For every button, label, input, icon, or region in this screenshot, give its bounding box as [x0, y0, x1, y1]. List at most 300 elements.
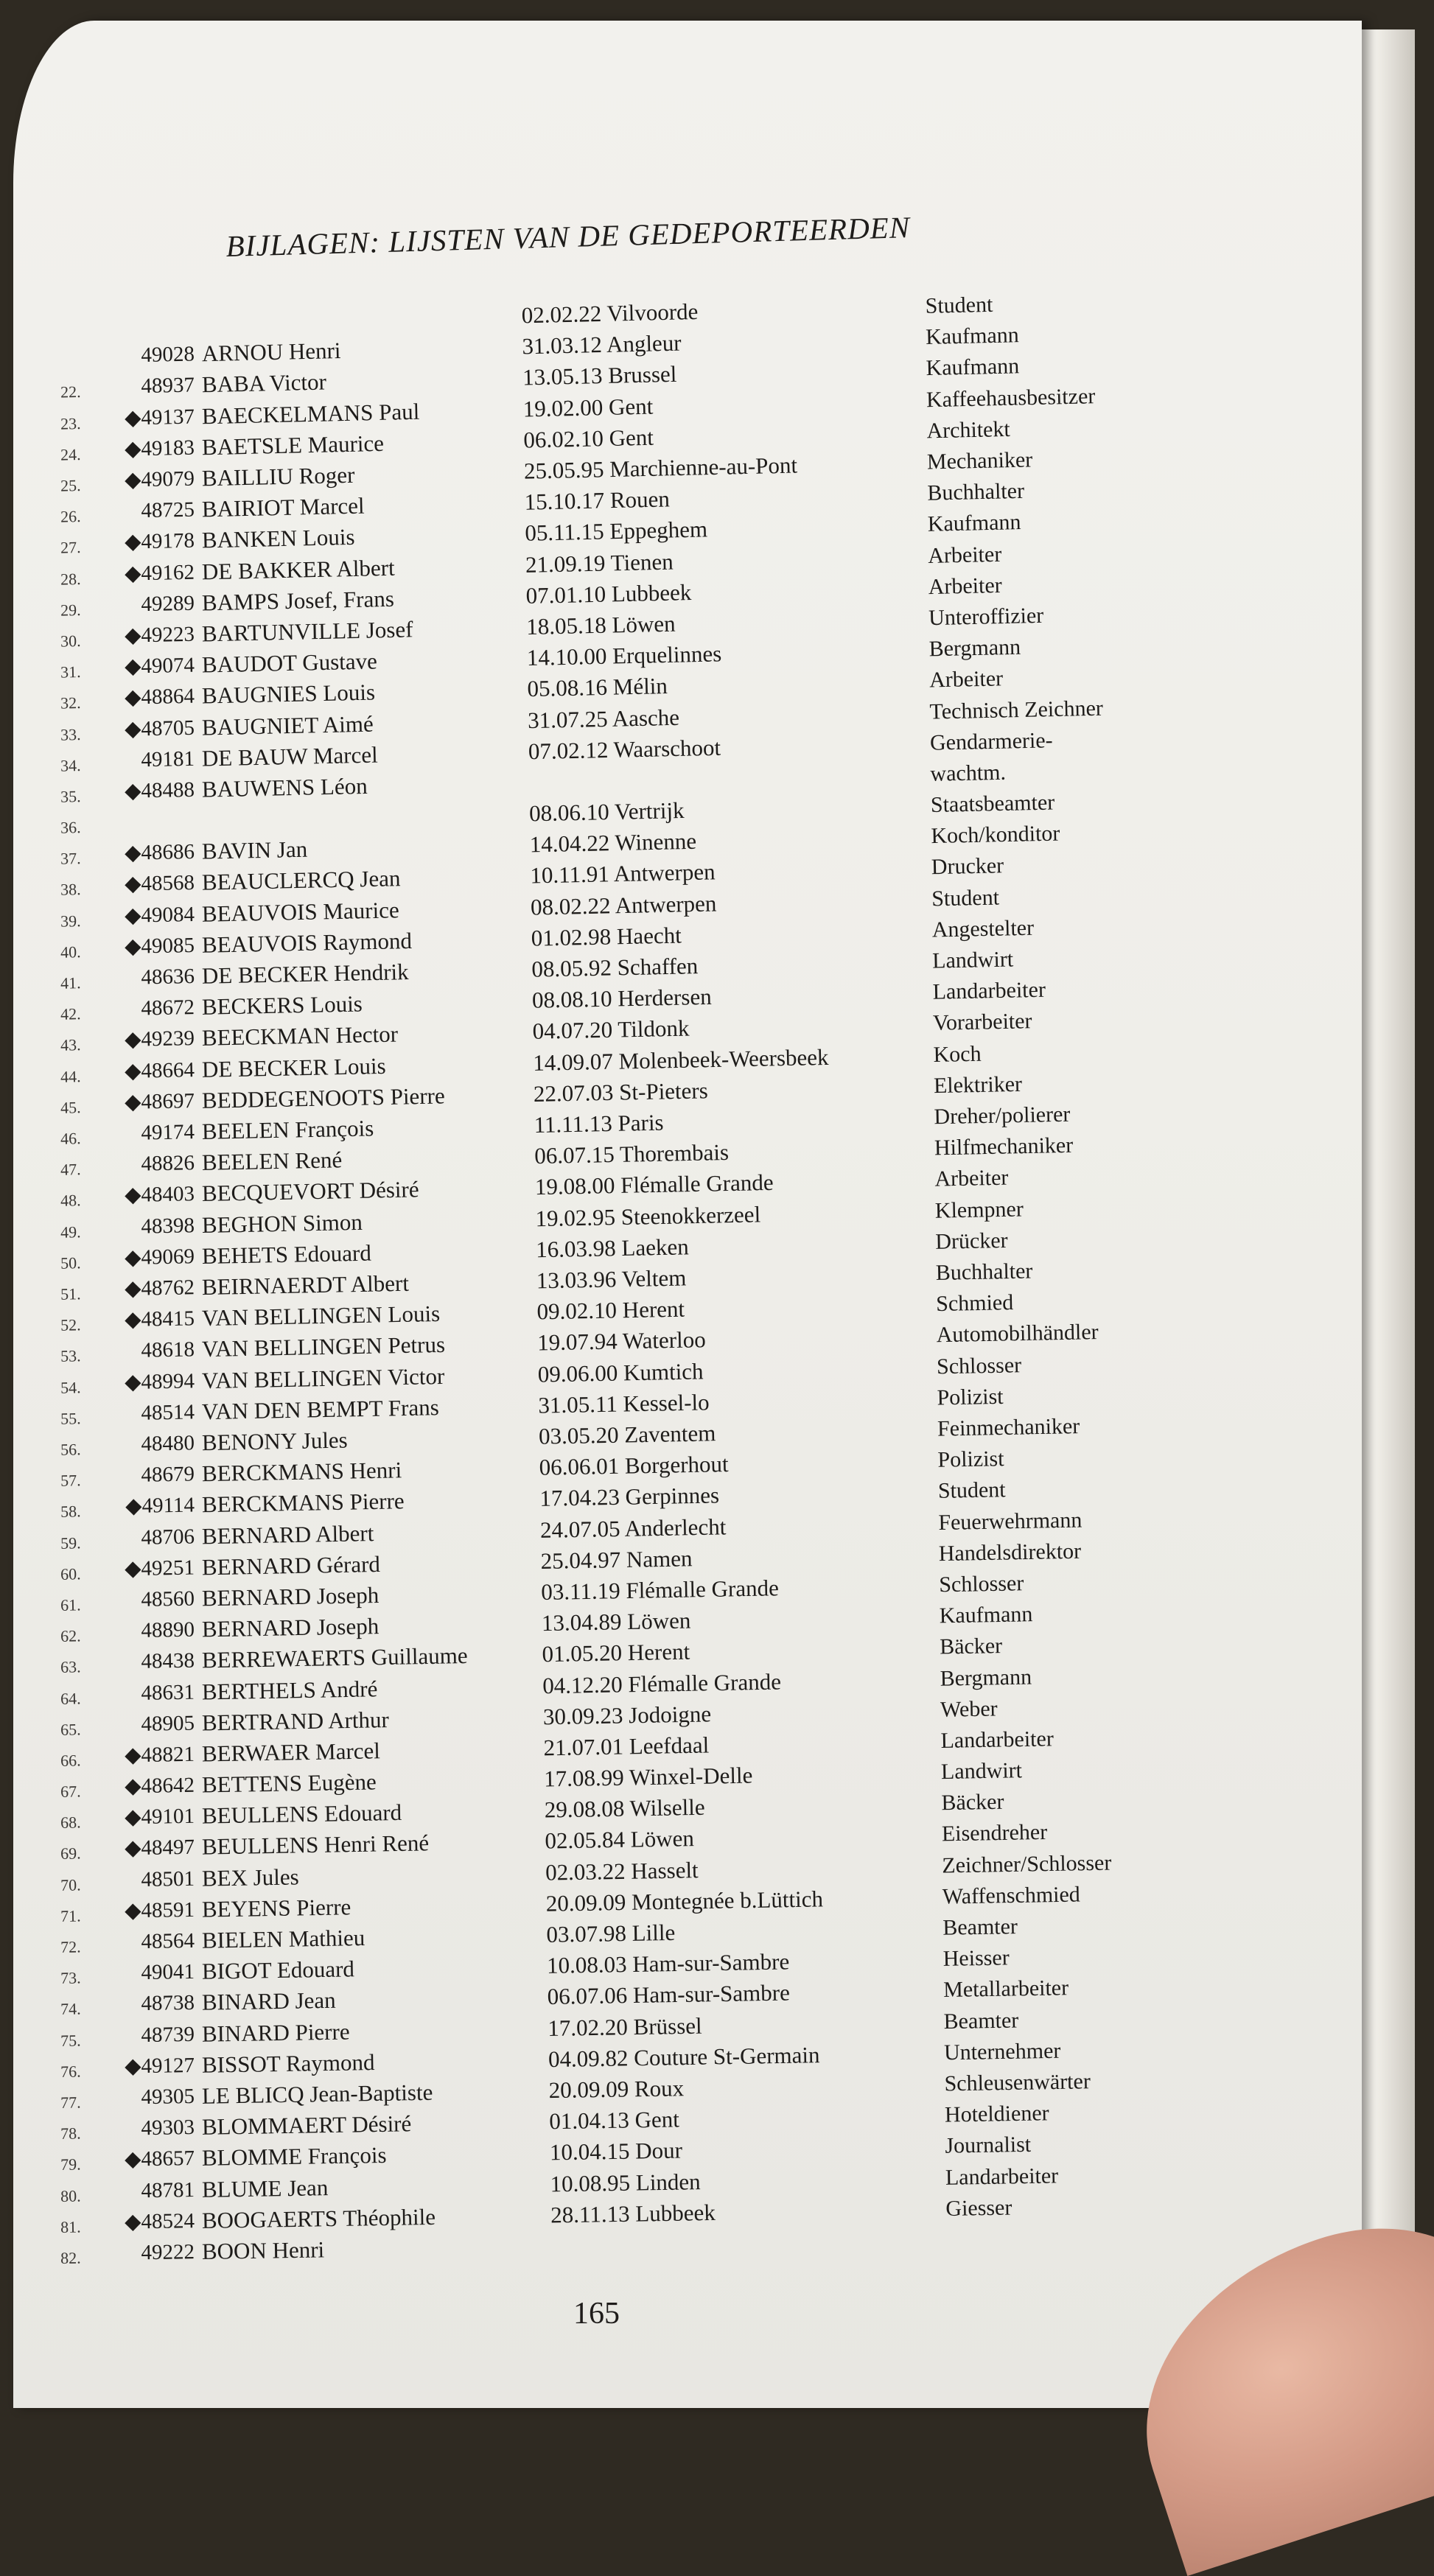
row-number: 58. — [60, 1502, 81, 1522]
row-number: 22. — [60, 382, 81, 402]
person-name: BIGOT Edouard — [201, 1956, 355, 1984]
birth-date-place: 01.04.13 Gent — [549, 2106, 680, 2135]
birth-date-place: 10.08.03 Ham-sur-Sambre — [546, 1948, 790, 1979]
row-number: 44. — [60, 1066, 81, 1086]
birth-date-place: 19.07.94 Waterloo — [536, 1326, 706, 1356]
birth-date-place: 10.04.15 Dour — [549, 2137, 683, 2166]
prisoner-number: 49289 — [141, 591, 195, 616]
row-number: 65. — [60, 1720, 81, 1739]
person-name: LE BLICQ Jean-Baptiste — [201, 2079, 433, 2109]
person-name: BEELEN René — [201, 1147, 343, 1176]
occupation: Dreher/polierer — [934, 1102, 1071, 1130]
person-name: DE BECKER Louis — [201, 1052, 386, 1082]
occupation: Hoteldiener — [944, 2101, 1049, 2127]
person-name: BANKEN Louis — [201, 524, 355, 553]
person-name: BAUGNIET Aimé — [201, 710, 374, 741]
person-name: VAN BELLINGEN Louis — [201, 1301, 441, 1331]
row-number: 54. — [60, 1377, 81, 1397]
occupation: Angestelter — [931, 915, 1035, 942]
row-number: 81. — [60, 2217, 81, 2236]
birth-date-place: 18.05.18 Löwen — [525, 610, 676, 640]
birth-date-place: 29.08.08 Wilselle — [544, 1794, 705, 1823]
birth-date-place: 09.02.10 Herent — [536, 1295, 685, 1325]
prisoner-number: ◆49251 — [124, 1555, 195, 1581]
person-name: BEECKMAN Hector — [201, 1021, 399, 1051]
row-number: 33. — [60, 724, 81, 744]
prisoner-number: 48672 — [141, 995, 195, 1021]
occupation: Kaufmann — [926, 354, 1020, 381]
prisoner-number: 49174 — [141, 1120, 195, 1145]
prisoner-number: 48738 — [141, 1991, 195, 2016]
birth-date-place: 19.02.00 Gent — [522, 393, 654, 422]
birth-date-place: 10.08.95 Linden — [550, 2168, 701, 2197]
row-number: 76. — [60, 2062, 81, 2081]
occupation: Schmied — [935, 1290, 1014, 1317]
person-name: BAMPS Josef, Frans — [201, 585, 395, 616]
person-name: BAUDOT Gustave — [201, 648, 378, 678]
birth-date-place: 01.02.98 Haecht — [531, 922, 682, 951]
occupation: Polizist — [937, 1446, 1004, 1472]
row-number: 77. — [60, 2093, 81, 2112]
birth-date-place: 02.05.84 Löwen — [545, 1825, 695, 1855]
prisoner-number: ◆48415 — [124, 1306, 195, 1332]
prisoner-number: ◆49223 — [124, 622, 195, 648]
birth-date-place: 08.08.10 Herdersen — [531, 984, 712, 1014]
birth-date-place: 19.08.00 Flémalle Grande — [534, 1169, 774, 1200]
prisoner-number: 48438 — [141, 1648, 195, 1674]
prisoner-number: 48501 — [141, 1866, 195, 1891]
occupation: Landarbeiter — [932, 977, 1046, 1005]
prisoner-number: 48739 — [141, 2022, 195, 2047]
birth-date-place: 08.05.92 Schaffen — [531, 953, 699, 982]
prisoner-number: ◆48762 — [124, 1275, 195, 1301]
row-number: 31. — [60, 662, 81, 682]
birth-date-place: 06.07.06 Ham-sur-Sambre — [547, 1979, 791, 2010]
birth-date-place: 20.09.09 Montegnée b.Lüttich — [545, 1886, 824, 1917]
prisoner-number: 49222 — [141, 2240, 195, 2265]
person-name: BEULLENS Henri René — [201, 1830, 430, 1861]
person-name: BEDDEGENOOTS Pierre — [201, 1082, 445, 1113]
occupation: Elektriker — [933, 1071, 1023, 1098]
person-name: BAUWENS Léon — [201, 772, 368, 802]
prisoner-number: ◆48591 — [124, 1897, 195, 1923]
page-header: BIJLAGEN: LIJSTEN VAN DE GEDEPORTEERDEN — [225, 210, 911, 263]
occupation: Drucker — [931, 853, 1004, 880]
row-number: 56. — [60, 1440, 81, 1459]
prisoner-number: ◆49069 — [124, 1245, 195, 1270]
prisoner-number: 49305 — [141, 2085, 195, 2110]
occupation: Buchhalter — [927, 478, 1025, 505]
row-number: 51. — [60, 1284, 81, 1303]
person-name: BERTHELS André — [201, 1675, 378, 1704]
person-name: BEYENS Pierre — [201, 1894, 351, 1922]
prisoner-number: ◆48488 — [124, 777, 195, 803]
person-name: BLOMMAERT Désiré — [201, 2110, 412, 2141]
person-name: BINARD Pierre — [201, 2018, 350, 2047]
person-name: BECKERS Louis — [201, 990, 363, 1021]
prisoner-number: ◆48642 — [124, 1773, 195, 1799]
row-number: 82. — [60, 2248, 81, 2267]
birth-date-place: 03.07.98 Lille — [546, 1919, 676, 1947]
occupation: Gendarmerie- — [929, 727, 1053, 755]
prisoner-number: 48937 — [141, 373, 195, 399]
occupation: Beamter — [942, 1914, 1018, 1940]
prisoner-number: ◆49239 — [124, 1026, 195, 1052]
row-number: 36. — [60, 818, 81, 837]
person-name: BAVIN Jan — [201, 836, 308, 864]
prisoner-number: ◆49183 — [124, 435, 195, 461]
row-number: 55. — [60, 1409, 81, 1428]
prisoner-number: 49041 — [141, 1960, 195, 1985]
occupation: Arbeiter — [928, 573, 1003, 599]
occupation: Schlosser — [939, 1571, 1024, 1597]
person-name: BAUGNIES Louis — [201, 679, 376, 709]
birth-date-place: 02.02.22 Vilvoorde — [521, 298, 699, 329]
occupation: Handelsdirektor — [938, 1539, 1082, 1566]
row-number: 68. — [60, 1813, 81, 1833]
person-name: BIELEN Mathieu — [201, 1925, 366, 1953]
birth-date-place: 03.05.20 Zaventem — [538, 1420, 716, 1449]
person-name: BEULLENS Edouard — [201, 1799, 402, 1829]
occupation: Student — [931, 885, 1000, 911]
birth-date-place: 19.02.95 Steenokkerzeel — [535, 1200, 761, 1231]
birth-date-place: 31.05.11 Kessel-lo — [538, 1389, 710, 1418]
occupation: Bergmann — [928, 634, 1021, 662]
prisoner-number: 48826 — [141, 1151, 195, 1176]
person-name: BERWAER Marcel — [201, 1737, 381, 1767]
row-number: 40. — [60, 942, 81, 962]
prisoner-number: ◆49127 — [124, 2053, 195, 2079]
row-number: 27. — [60, 538, 81, 557]
occupation: Kaufmann — [939, 1602, 1033, 1628]
birth-date-place: 21.09.19 Tienen — [525, 548, 674, 578]
person-name: VAN BELLINGEN Petrus — [201, 1331, 446, 1362]
occupation: Landarbeiter — [940, 1726, 1054, 1753]
birth-date-place: 08.06.10 Vertrijk — [528, 797, 685, 827]
row-number: 74. — [60, 1999, 81, 2019]
prisoner-number: ◆49085 — [124, 933, 195, 959]
person-name: BEAUCLERCQ Jean — [201, 865, 401, 896]
occupation: Feinmechaniker — [937, 1413, 1080, 1441]
row-number: 75. — [60, 2031, 81, 2050]
occupation: Feuerwehrmann — [938, 1508, 1083, 1535]
prisoner-number: 49028 — [141, 342, 195, 368]
row-number: 57. — [60, 1471, 81, 1490]
occupation: Bergmann — [940, 1665, 1032, 1691]
occupation: Zeichner/Schlosser — [942, 1850, 1112, 1878]
person-name: BAECKELMANS Paul — [201, 398, 420, 429]
person-name: BARTUNVILLE Josef — [201, 616, 413, 647]
occupation: Schleusenwärter — [944, 2069, 1091, 2096]
occupation: Bäcker — [941, 1790, 1004, 1816]
prisoner-number: ◆48697 — [124, 1088, 195, 1114]
person-name: BEGHON Simon — [201, 1208, 363, 1238]
birth-date-place: 11.11.13 Paris — [534, 1109, 664, 1138]
person-name: BERNARD Joseph — [201, 1613, 380, 1642]
row-number: 60. — [60, 1564, 81, 1583]
occupation: Klempner — [934, 1196, 1024, 1223]
birth-date-place: 21.07.01 Leefdaal — [543, 1732, 710, 1761]
birth-date-place: 24.07.05 Anderlecht — [539, 1513, 727, 1543]
person-name: BLOMME François — [201, 2142, 387, 2171]
row-number: 25. — [60, 475, 81, 495]
prisoner-number: ◆48664 — [124, 1057, 195, 1083]
occupation: Student — [937, 1477, 1006, 1504]
occupation: Staatsbeamter — [930, 790, 1055, 818]
person-name: BEAUVOIS Raymond — [201, 927, 413, 958]
birth-date-place: 13.04.89 Löwen — [541, 1607, 691, 1637]
occupation: Automobilhändler — [936, 1320, 1099, 1348]
birth-date-place: 17.02.20 Brüssel — [548, 2012, 702, 2041]
birth-date-place: 30.09.23 Jodoigne — [542, 1701, 712, 1730]
person-name: BETTENS Eugène — [201, 1768, 377, 1798]
birth-date-place: 14.10.00 Erquelinnes — [526, 640, 722, 671]
person-name: BERNARD Albert — [201, 1519, 374, 1549]
birth-date-place: 25.05.95 Marchienne-au-Pont — [523, 452, 798, 484]
prisoner-number: 48631 — [141, 1680, 195, 1705]
birth-date-place: 17.08.99 Winxel-Delle — [543, 1762, 753, 1792]
birth-date-place: 14.09.07 Molenbeek-Weersbeek — [532, 1043, 829, 1076]
person-name: BERCKMANS Henri — [201, 1457, 402, 1487]
row-number: 37. — [60, 849, 81, 868]
row-number: 80. — [60, 2186, 81, 2205]
person-name: BEELEN François — [201, 1115, 374, 1144]
row-number: 39. — [60, 911, 81, 931]
person-name: ARNOU Henri — [201, 337, 341, 367]
row-number: 73. — [60, 1968, 81, 1988]
occupation: Arbeiter — [934, 1166, 1009, 1191]
person-name: DE BAKKER Albert — [201, 554, 396, 584]
person-name: BOON Henri — [201, 2236, 325, 2264]
occupation: Bäcker — [939, 1634, 1003, 1659]
occupation: Mechaniker — [926, 447, 1033, 475]
birth-date-place: 13.05.13 Brussel — [522, 361, 677, 391]
prisoner-number: 48725 — [141, 497, 195, 523]
row-number: 72. — [60, 1937, 81, 1956]
birth-date-place: 13.03.96 Veltem — [536, 1264, 687, 1294]
person-name: BERNARD Gérard — [201, 1550, 381, 1581]
row-number: 50. — [60, 1253, 81, 1273]
prisoner-number: ◆48524 — [124, 2208, 195, 2234]
row-number: 38. — [60, 880, 81, 900]
prisoner-number: 48781 — [141, 2177, 195, 2202]
birth-date-place: 06.07.15 Thorembais — [534, 1139, 730, 1169]
birth-date-place: 16.03.98 Laeken — [535, 1233, 689, 1263]
row-number: 43. — [60, 1035, 81, 1055]
birth-date-place: 01.05.20 Herent — [542, 1638, 690, 1667]
prisoner-number: ◆48686 — [124, 840, 195, 866]
row-number: 30. — [60, 631, 81, 651]
occupation: Unteroffizier — [928, 603, 1044, 631]
prisoner-number: ◆49101 — [124, 1805, 195, 1830]
row-number: 28. — [60, 569, 81, 589]
person-name: BEX Jules — [201, 1863, 299, 1891]
birth-date-place: 09.06.00 Kumtich — [537, 1357, 704, 1387]
row-number: 26. — [60, 507, 81, 526]
prisoner-number: ◆48864 — [124, 685, 195, 710]
person-name: BERTRAND Arthur — [201, 1706, 390, 1736]
person-name: BLUME Jean — [201, 2174, 329, 2202]
person-name: DE BAUW Marcel — [201, 741, 379, 771]
prisoner-number: 48905 — [141, 1711, 195, 1736]
prisoner-number: ◆48705 — [124, 715, 195, 741]
prisoner-number: 48679 — [141, 1462, 195, 1487]
occupation: Weber — [940, 1696, 998, 1722]
person-name: BEAUVOIS Maurice — [201, 896, 400, 927]
birth-date-place: 25.04.97 Namen — [540, 1544, 693, 1574]
row-number: 34. — [60, 755, 81, 775]
occupation: Landwirt — [940, 1758, 1023, 1785]
person-name: BAILLIU Roger — [201, 461, 355, 491]
prisoner-number: ◆49074 — [124, 653, 195, 679]
row-number: 52. — [60, 1315, 81, 1334]
occupation: wachtm. — [930, 760, 1007, 786]
prisoner-number: 48564 — [141, 1928, 195, 1954]
person-name: BERNARD Joseph — [201, 1581, 380, 1611]
birth-date-place: 05.08.16 Mélin — [527, 673, 668, 702]
page-number: 165 — [573, 2297, 620, 2331]
row-number: 45. — [60, 1098, 81, 1117]
person-name: BOOGAERTS Théophile — [201, 2203, 436, 2233]
person-name: DE BECKER Hendrik — [201, 959, 409, 989]
birth-date-place: 06.02.10 Gent — [523, 424, 654, 453]
occupation: Kaufmann — [927, 510, 1021, 537]
person-name: BERCKMANS Pierre — [201, 1488, 405, 1518]
birth-date-place: 04.07.20 Tildonk — [532, 1015, 690, 1045]
birth-date-place: 06.06.01 Borgerhout — [539, 1451, 729, 1480]
prisoner-number: ◆49079 — [124, 466, 195, 492]
occupation: Eisendreher — [941, 1820, 1048, 1847]
prisoner-number: 49303 — [141, 2115, 195, 2141]
occupation: Architekt — [926, 416, 1011, 444]
occupation: Student — [925, 292, 993, 318]
occupation: Schlosser — [936, 1352, 1022, 1379]
person-name: BEIRNAERDT Albert — [201, 1270, 410, 1301]
birth-date-place: 04.09.82 Couture St-Germain — [548, 2041, 820, 2072]
birth-date-place: 31.03.12 Angleur — [522, 329, 682, 360]
person-name: BENONY Jules — [201, 1427, 349, 1456]
row-number: 66. — [60, 1751, 81, 1770]
row-number: 64. — [60, 1688, 81, 1708]
row-number: 79. — [60, 2155, 81, 2174]
occupation: Buchhalter — [935, 1259, 1033, 1285]
birth-date-place: 07.01.10 Lubbeek — [525, 578, 692, 609]
birth-date-place: 08.02.22 Antwerpen — [530, 890, 717, 920]
person-name: BISSOT Raymond — [201, 2048, 375, 2078]
birth-date-place: 03.11.19 Flémalle Grande — [540, 1575, 780, 1605]
prisoner-number: ◆48497 — [124, 1835, 195, 1861]
row-number: 46. — [60, 1129, 81, 1148]
row-number: 23. — [60, 413, 81, 433]
occupation: Polizist — [937, 1384, 1004, 1410]
prisoner-number: ◆48403 — [124, 1182, 195, 1208]
birth-date-place: 14.04.22 Winenne — [529, 828, 697, 858]
occupation: Metallarbeiter — [942, 1975, 1069, 2003]
person-name: VAN BELLINGEN Victor — [201, 1362, 445, 1393]
row-number: 78. — [60, 2124, 81, 2143]
prisoner-number: ◆49162 — [124, 560, 195, 586]
prisoner-number: 48618 — [141, 1337, 195, 1363]
row-number: 69. — [60, 1844, 81, 1863]
row-number: 24. — [60, 444, 81, 464]
prisoner-number: ◆48821 — [124, 1742, 195, 1768]
person-name: VAN DEN BEMPT Frans — [201, 1393, 440, 1424]
prisoner-number: ◆49178 — [124, 528, 195, 555]
prisoner-number: ◆48994 — [124, 1368, 195, 1394]
occupation: Giesser — [945, 2195, 1012, 2221]
prisoner-number — [114, 307, 194, 308]
row-number: 49. — [60, 1222, 81, 1242]
row-number: 67. — [60, 1782, 81, 1801]
person-name: BABA Victor — [201, 368, 327, 398]
person-name: BERREWAERTS Guillaume — [201, 1642, 468, 1673]
prisoner-number: 48514 — [141, 1400, 195, 1425]
person-name: BECQUEVORT Désiré — [201, 1176, 419, 1207]
occupation: Technisch Zeichner — [929, 696, 1104, 724]
row-number: 41. — [60, 973, 81, 993]
prisoner-number: 48890 — [141, 1617, 195, 1643]
occupation: Heisser — [942, 1945, 1010, 1972]
prisoner-number: 48706 — [141, 1525, 195, 1550]
birth-date-place: 22.07.03 St-Pieters — [533, 1077, 709, 1107]
occupation: Landwirt — [931, 947, 1014, 973]
row-number: 61. — [60, 1595, 81, 1614]
prisoner-number: ◆48568 — [124, 871, 195, 897]
birth-date-place: 15.10.17 Rouen — [524, 486, 671, 515]
prisoner-number: ◆49137 — [124, 405, 195, 430]
deportee-list — [13, 21, 1362, 2408]
prisoner-number: ◆49114 — [125, 1493, 195, 1519]
occupation: Koch/konditor — [931, 821, 1060, 849]
occupation: Vorarbeiter — [932, 1009, 1032, 1036]
row-number: 35. — [60, 786, 81, 806]
prisoner-number: 48480 — [141, 1431, 195, 1456]
occupation: Waffenschmied — [942, 1882, 1081, 1909]
occupation: Kaffeehausbesitzer — [926, 383, 1096, 412]
person-name: BINARD Jean — [201, 1987, 336, 2016]
occupation: Koch — [933, 1041, 982, 1067]
birth-date-place: 02.03.22 Hasselt — [545, 1856, 699, 1886]
birth-date-place: 31.07.25 Aasche — [527, 704, 680, 733]
birth-date-place: 04.12.20 Flémalle Grande — [542, 1668, 782, 1698]
birth-date-place: 20.09.09 Roux — [548, 2075, 685, 2104]
prisoner-number: 48560 — [141, 1586, 195, 1611]
occupation: Drücker — [934, 1228, 1008, 1254]
row-number: 62. — [60, 1626, 81, 1645]
birth-date-place: 05.11.15 Eppeghem — [524, 516, 708, 547]
prisoner-number: ◆49084 — [124, 902, 195, 928]
prisoner-number: 48398 — [141, 1213, 195, 1239]
row-number: 53. — [60, 1346, 81, 1366]
occupation: Unternehmer — [943, 2038, 1061, 2065]
occupation: Hilfmechaniker — [934, 1133, 1074, 1161]
occupation: Journalist — [945, 2132, 1032, 2159]
prisoner-number: 48636 — [141, 965, 195, 990]
row-number: 42. — [60, 1004, 81, 1023]
prisoner-number: 49181 — [141, 746, 195, 772]
row-number: 63. — [60, 1657, 81, 1677]
row-number: 29. — [60, 600, 81, 620]
person-name: BEHETS Edouard — [201, 1239, 372, 1269]
occupation: Arbeiter — [928, 666, 1004, 693]
row-number: 70. — [60, 1875, 81, 1894]
birth-date-place: 28.11.13 Lubbeek — [550, 2199, 716, 2228]
row-number: 47. — [60, 1160, 81, 1179]
row-number: 71. — [60, 1906, 81, 1925]
prisoner-number: ◆48657 — [124, 2146, 195, 2171]
row-number: 48. — [60, 1191, 81, 1211]
birth-date-place: 17.04.23 Gerpinnes — [539, 1482, 720, 1512]
